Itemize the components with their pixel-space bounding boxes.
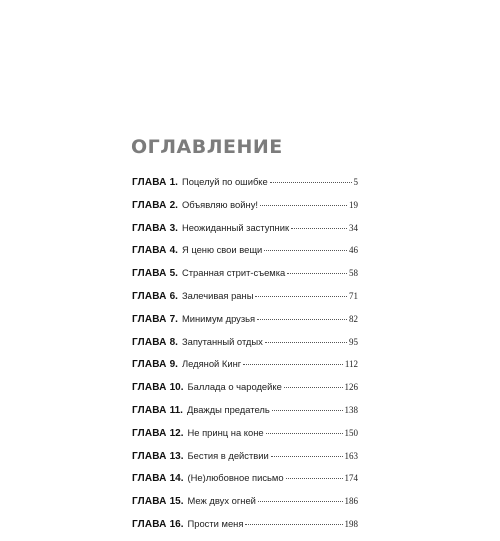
page-number: 95: [349, 336, 358, 347]
toc-entry: [132, 427, 358, 450]
dot-leader: [291, 228, 347, 229]
dot-leader: [264, 250, 347, 251]
dot-leader: [255, 296, 347, 297]
dot-leader: [258, 501, 343, 502]
dot-leader: [271, 456, 343, 457]
page-number: 58: [349, 268, 358, 279]
chapter-number: 14.: [169, 473, 184, 485]
chapter-label: ГЛАВА: [132, 245, 167, 257]
toc-entry: [132, 199, 358, 222]
dot-leader: [260, 205, 347, 206]
chapter-label: ГЛАВА: [132, 177, 167, 188]
chapter-name: Не принц на коне: [187, 426, 264, 438]
page-number: 5: [353, 177, 358, 187]
chapter-name: (Не)любовное письмо: [187, 472, 284, 484]
dot-leader: [265, 342, 347, 343]
chapter-number: 11.: [169, 404, 183, 416]
toc-entry: [132, 358, 358, 381]
chapter-number: 8.: [169, 336, 178, 348]
toc-entry: [132, 313, 358, 336]
dot-leader: [284, 387, 343, 388]
chapter-number: 4.: [169, 245, 178, 257]
chapter-number: 3.: [169, 222, 178, 234]
chapter-label: ГЛАВА: [132, 450, 167, 462]
chapter-label: ГЛАВА: [132, 290, 167, 302]
page-number: 82: [349, 313, 358, 324]
toc-title: ОГЛАВЛЕНИЕ: [131, 136, 283, 158]
toc-entry: [132, 495, 358, 518]
chapter-label: ГЛАВА: [132, 313, 167, 325]
toc-entry: [132, 244, 358, 267]
dot-leader: [245, 524, 342, 525]
dot-leader: [287, 273, 347, 274]
chapter-label: ГЛАВА: [132, 518, 167, 530]
page-number: 34: [349, 222, 358, 233]
toc-entry: [132, 176, 358, 199]
chapter-name: Поцелуй по ошибке: [181, 176, 268, 187]
page-number: 19: [349, 199, 358, 210]
page-number: 138: [344, 404, 358, 415]
chapter-label: ГЛАВА: [132, 359, 167, 371]
chapter-number: 6.: [169, 290, 178, 302]
chapter-label: ГЛАВА: [132, 222, 167, 234]
toc-entry: [132, 267, 358, 290]
page-number: 163: [344, 450, 358, 461]
chapter-name: Запутанный отдых: [181, 335, 263, 347]
chapter-number: 10.: [169, 382, 184, 394]
toc-entry: [132, 518, 358, 541]
dot-leader: [272, 410, 343, 411]
page-number: 46: [349, 245, 358, 256]
page-number: 174: [344, 473, 358, 484]
dot-leader: [243, 364, 343, 365]
toc-entry: [132, 336, 358, 359]
chapter-number: 16.: [169, 518, 184, 530]
chapter-label: ГЛАВА: [132, 473, 167, 485]
toc-entry: [132, 450, 358, 473]
chapter-name: Странная стрит-съемка: [181, 267, 286, 279]
dot-leader: [286, 478, 343, 479]
chapter-number: 13.: [169, 450, 184, 462]
dot-leader: [266, 433, 343, 434]
dot-leader: [257, 319, 347, 320]
chapter-label: ГЛАВА: [132, 404, 167, 416]
toc-list: [132, 176, 358, 541]
chapter-name: Я ценю свои вещи: [181, 244, 263, 256]
chapter-number: 9.: [169, 359, 178, 371]
chapter-number: 12.: [169, 427, 184, 439]
toc-entry: [132, 290, 358, 313]
chapter-number: 5.: [169, 268, 178, 280]
page-number: 126: [344, 382, 358, 393]
chapter-name: Залечивая раны: [181, 289, 254, 301]
dot-leader: [270, 182, 352, 183]
chapter-label: ГЛАВА: [132, 382, 167, 394]
chapter-name: Меж двух огней: [187, 495, 256, 507]
page-number: 71: [349, 290, 358, 301]
chapter-label: ГЛАВА: [132, 427, 167, 439]
chapter-name: Баллада о чародейке: [187, 381, 282, 393]
page-number: 112: [344, 359, 358, 370]
chapter-name: Объявляю войну!: [181, 198, 258, 210]
page-number: 198: [344, 518, 358, 529]
chapter-name: Прости меня: [187, 517, 244, 529]
toc-entry: [132, 381, 358, 404]
chapter-name: Ледяной Кинг: [181, 358, 242, 370]
chapter-number: 15.: [169, 496, 184, 508]
chapter-number: 2.: [169, 199, 178, 211]
page-number: 186: [344, 496, 358, 507]
chapter-name: Бестия в действии: [187, 449, 269, 461]
chapter-number: 7.: [169, 313, 178, 325]
chapter-label: ГЛАВА: [132, 336, 167, 348]
toc-entry: [132, 472, 358, 495]
toc-entry: [132, 222, 358, 245]
chapter-number: 1.: [169, 177, 178, 188]
chapter-name: Минимум друзья: [181, 312, 256, 324]
page-number: 150: [344, 427, 358, 438]
toc-entry: [132, 404, 358, 427]
chapter-label: ГЛАВА: [132, 496, 167, 508]
chapter-name: Неожиданный заступник: [181, 221, 290, 233]
chapter-label: ГЛАВА: [132, 268, 167, 280]
chapter-name: Дважды предатель: [186, 403, 270, 415]
chapter-label: ГЛАВА: [132, 199, 167, 211]
